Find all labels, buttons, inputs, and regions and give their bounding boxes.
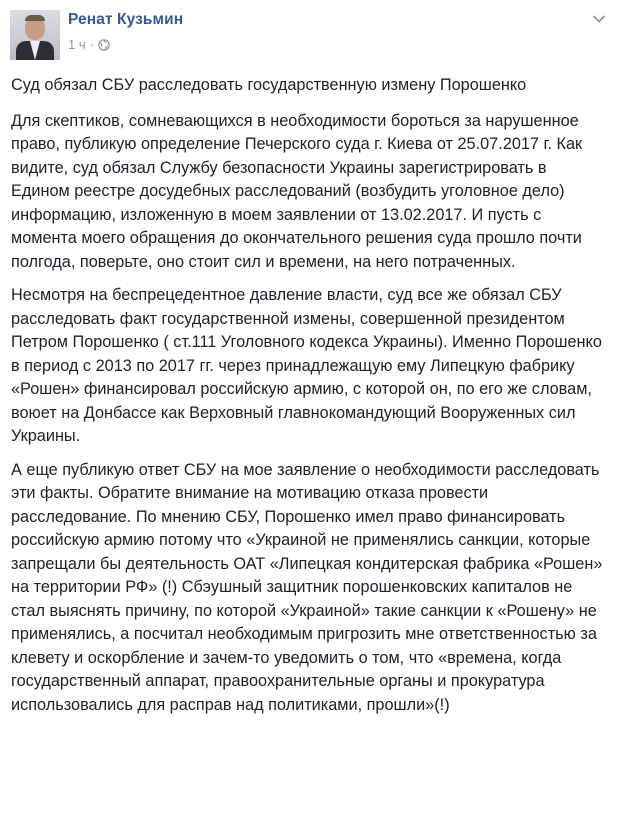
avatar-hair bbox=[25, 15, 45, 21]
author-name[interactable]: Ренат Кузьмин bbox=[68, 11, 184, 28]
globe-icon[interactable] bbox=[98, 39, 110, 51]
post-paragraph-3: А еще публикую ответ СБУ на мое заявление о необходимости расследовать эти факты. Обратите внимание на мотивацию отказа провести расследование. По мнению СБУ, Порошенко имел право финансировать российскую армию потому что «Украиной не применялись санкции, которые запрещали бы деятельность ОАТ «Липецкая кондитерская фабрика «Рошен» на территории РФ» (!) Сбэушный защитник порошенковских капиталов не стал выяснять причину, по которой «Украиной» такие санкции к «Рошену» не применялись, а посчитал необходимым пригрозить мне ответственностью за клевету и оскорбление и зачем-то уведомить о том, что «времена, когда государственный аппарат, правоохранительные органы и прокуратура использовались для расправ над политиками, прошли»(!) bbox=[11, 460, 603, 714]
chevron-down-icon[interactable] bbox=[592, 14, 606, 24]
post-paragraph-2: Несмотря на беспрецедентное давление власти, суд все же обязал СБУ расследовать факт государственной измены, совершенной президентом Петром Порошенко ( ст.111 Уголовного кодекса Украины). Именно Порошенко в период с 2013 по 2017 гг. через принадлежащую ему Липецкую фабрику «Рошен» финансировал российскую армию, с которой он, по его же словам, воюет на Донбассе как Верховный главнокомандующий Вооруженных сил Украины. bbox=[11, 286, 602, 445]
meta-separator: · bbox=[89, 37, 94, 52]
post-body bbox=[11, 74, 606, 727]
post-header bbox=[10, 10, 610, 62]
post-paragraph-1: Для скептиков, сомневающихся в необходимости бороться за нарушенное право, публикую определение Печерского суда г. Киева от 25.07.2017 г. Как видите, суд обязал Службу безопасности Украины зарегистрировать в Едином реестре досудебных расследований (возбудить уголовное дело) информацию, изложенную в моем заявлении от 13.02.2017. И пусть с момента моего обращения до окончательного решения суда прошло почти полгода, поверьте, оно стоит сил и времени, на него потраченных. bbox=[11, 111, 583, 271]
post-time[interactable]: 1 ч bbox=[68, 37, 86, 52]
post-meta bbox=[68, 37, 110, 52]
post-headline: Суд обязал СБУ расследовать государственную измену Порошенко bbox=[11, 76, 527, 94]
avatar[interactable] bbox=[10, 10, 60, 60]
